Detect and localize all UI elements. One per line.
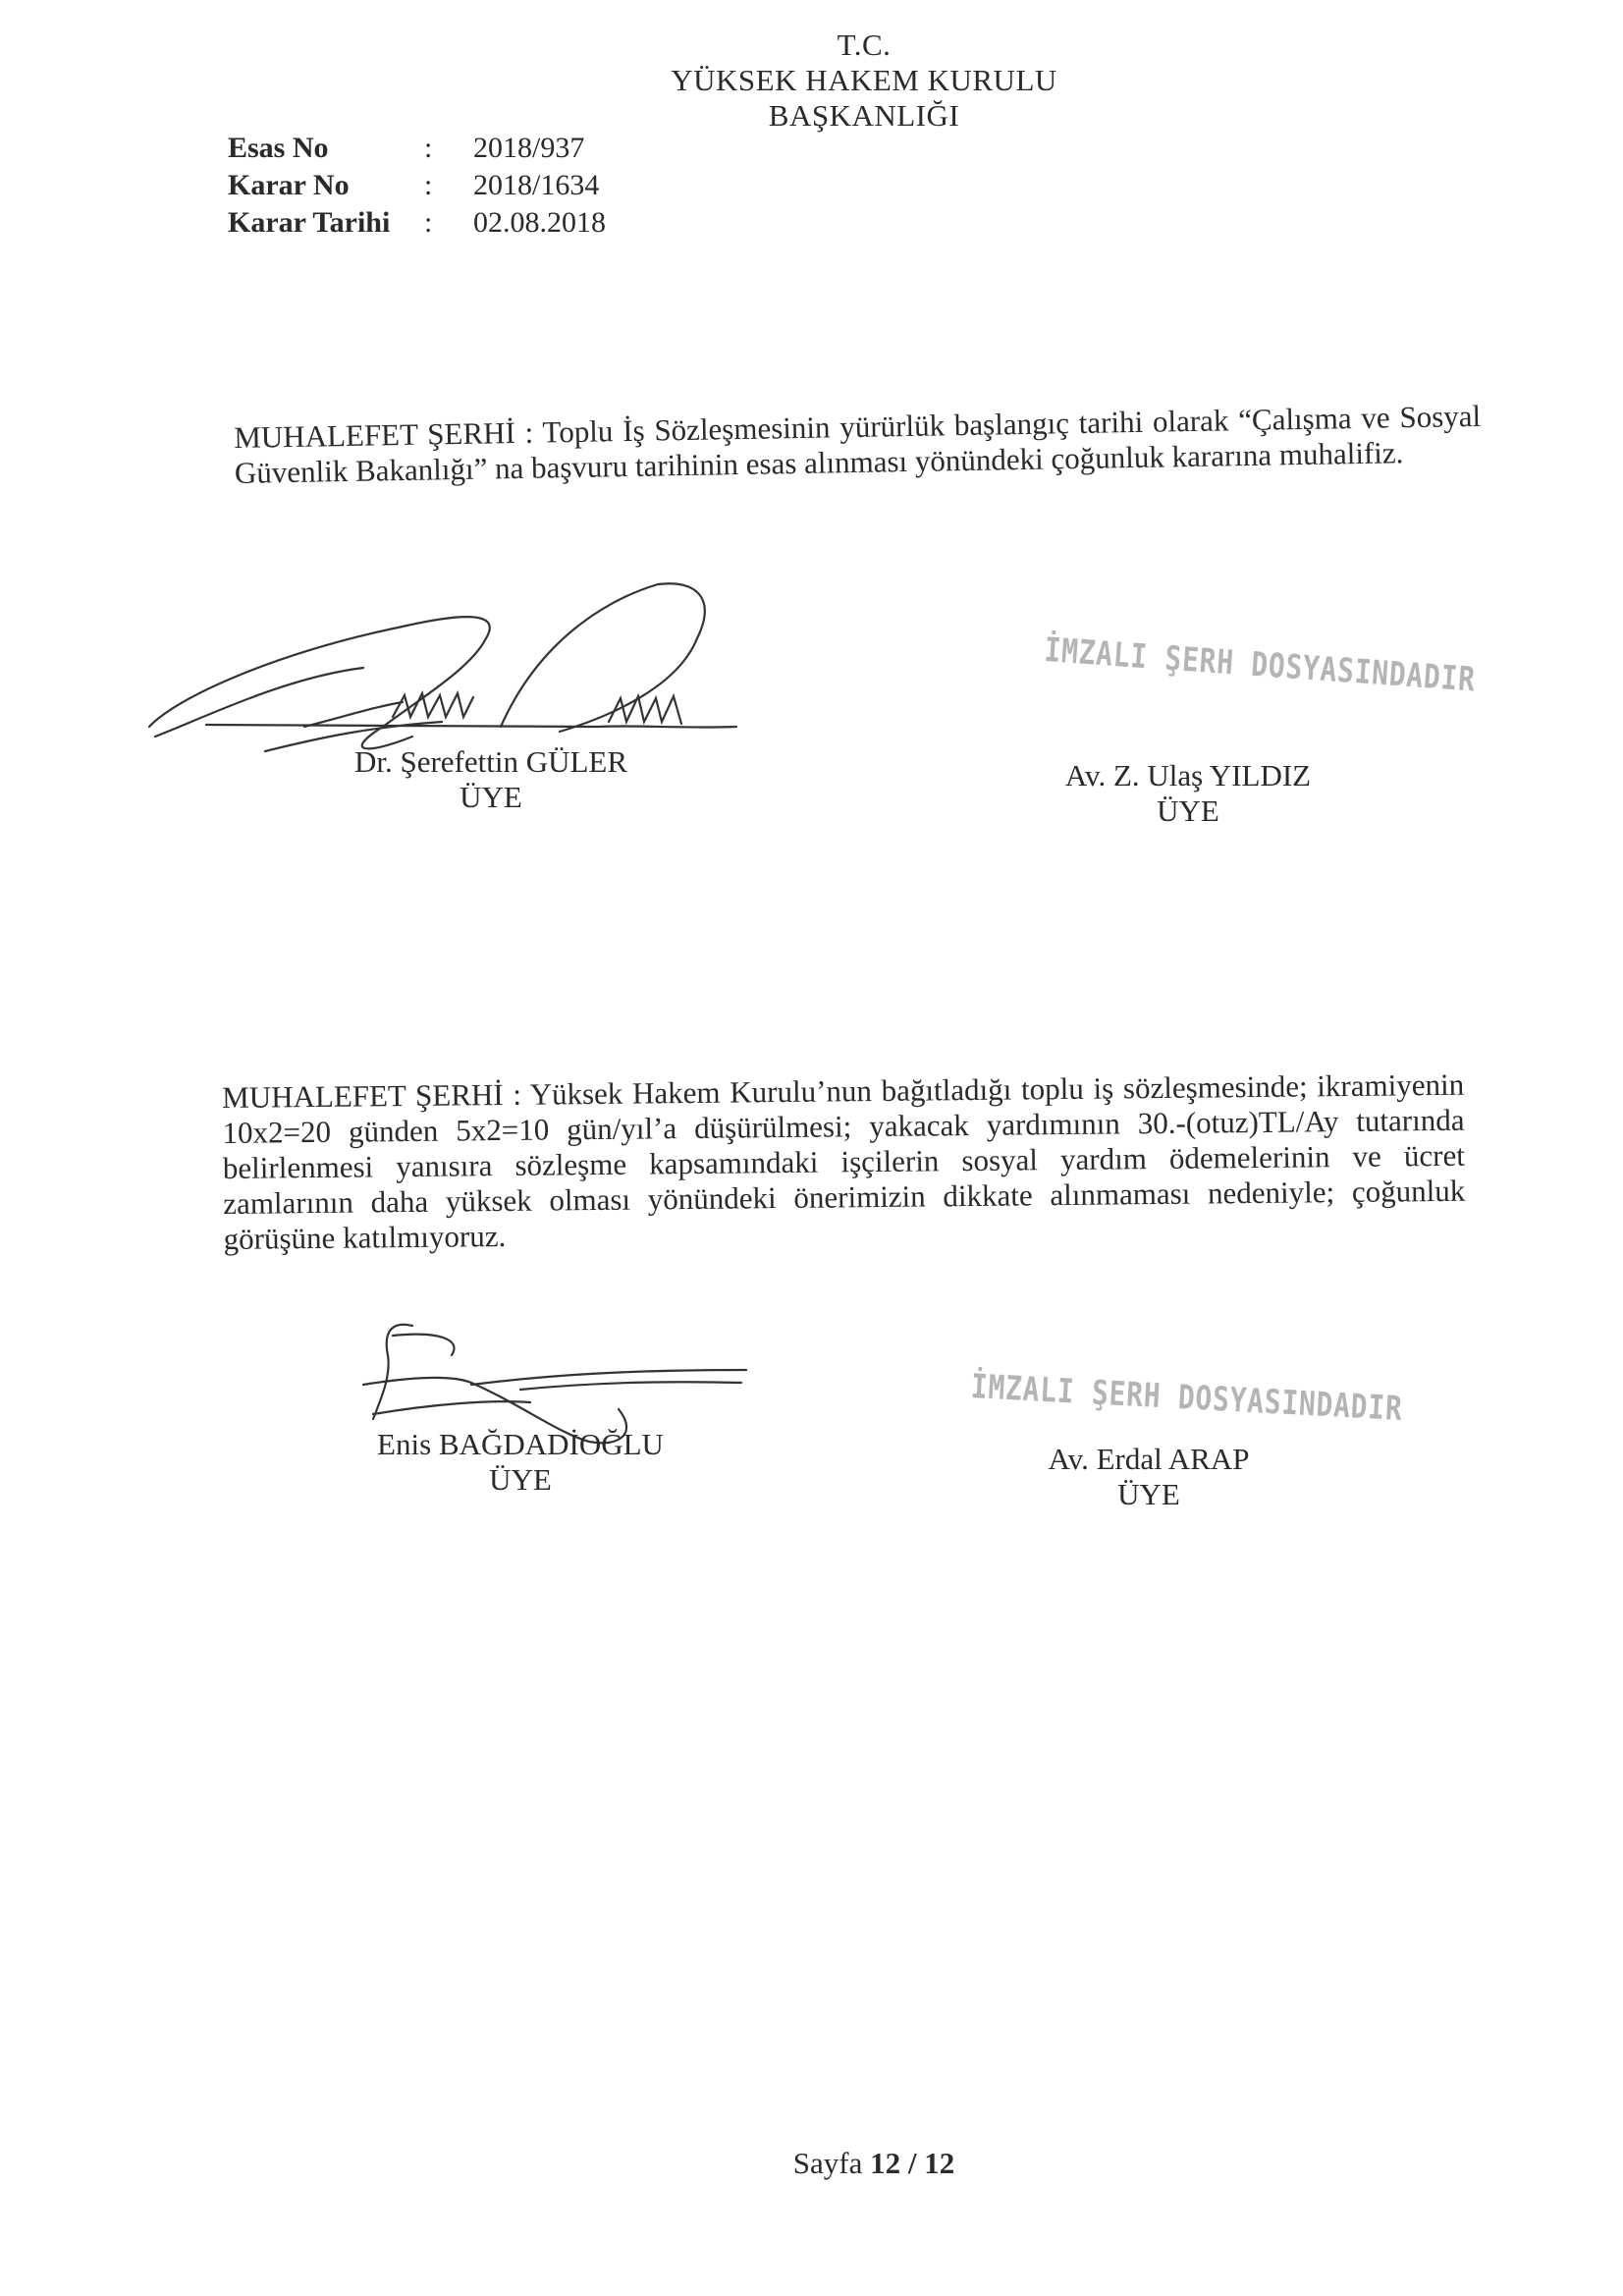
signed-annotation-stamp: İMZALI ŞERH DOSYASINDADIR	[1043, 630, 1478, 700]
header-line-presidency: BAŞKANLIĞI	[768, 98, 960, 133]
institution-header	[628, 27, 1100, 134]
signer-block-arap	[1001, 1442, 1296, 1512]
signer-name: Av. Z. Ulaş YILDIZ	[1064, 758, 1312, 793]
signer-name: Dr. Şerefettin GÜLER	[353, 744, 628, 779]
case-metadata	[228, 130, 670, 242]
meta-value: 02.08.2018	[473, 206, 606, 239]
meta-value: 2018/1634	[473, 169, 600, 201]
meta-label: Karar Tarihi	[228, 206, 391, 239]
signer-block-yildiz	[1041, 758, 1335, 829]
meta-separator: :	[424, 132, 433, 164]
signer-role: ÜYE	[1117, 1477, 1180, 1511]
page-number	[766, 2146, 982, 2181]
meta-separator: :	[424, 206, 433, 239]
page-number-prefix: Sayfa	[792, 2146, 863, 2180]
dissent-opinion-1: MUHALEFET ŞERHİ : Toplu İş Sözleşmesinin yürürlük başlangıç tarihi olarak “Çalışma ve Sosyal Güvenlik Bakanlığı” na başvuru tarihinin esas alınması yönündeki çoğunluk kararına muhalifiz.	[234, 398, 1482, 490]
meta-separator: :	[424, 169, 433, 201]
dissent-opinion-2: MUHALEFET ŞERHİ : Yüksek Hakem Kurulu’nun bağıtladığı toplu iş sözleşmesinde; ikramiyenin 10x2=20 günden 5x2=10 gün/yıl’a düşürülmesi; yakacak yardımının 30.-(otuz)TL/Ay tutarında belirlenmesi yanısıra sözleşme kapsamındaki işçilerin sosyal yardım ödemelerinin ve ücret zamlarının daha yüksek olması yönündeki önerimizin dikkate alınmaması nedeniyle; çoğunluk görüşüne katılmıyoruz.	[222, 1066, 1466, 1256]
page-number-value: 12 / 12	[870, 2146, 955, 2180]
signer-name: Enis BAĞDADİOĞLU	[377, 1427, 664, 1461]
signer-role: ÜYE	[460, 780, 522, 814]
signer-block-guler	[295, 744, 687, 815]
signer-name: Av. Erdal ARAP	[1048, 1442, 1250, 1476]
meta-row-karar	[228, 167, 670, 204]
signer-role: ÜYE	[1157, 793, 1219, 828]
signer-role: ÜYE	[489, 1462, 552, 1497]
meta-row-tarih	[228, 204, 670, 242]
header-line-institution: YÜKSEK HAKEM KURULU	[671, 63, 1057, 97]
meta-label: Esas No	[228, 132, 329, 164]
signer-block-bagdadioglu	[324, 1427, 717, 1498]
meta-value: 2018/937	[473, 132, 585, 164]
header-line-tc: T.C.	[837, 27, 892, 62]
signed-annotation-stamp: İMZALI ŞERH DOSYASINDADIR	[969, 1367, 1404, 1429]
meta-label: Karar No	[228, 169, 350, 201]
meta-row-esas	[228, 130, 670, 167]
